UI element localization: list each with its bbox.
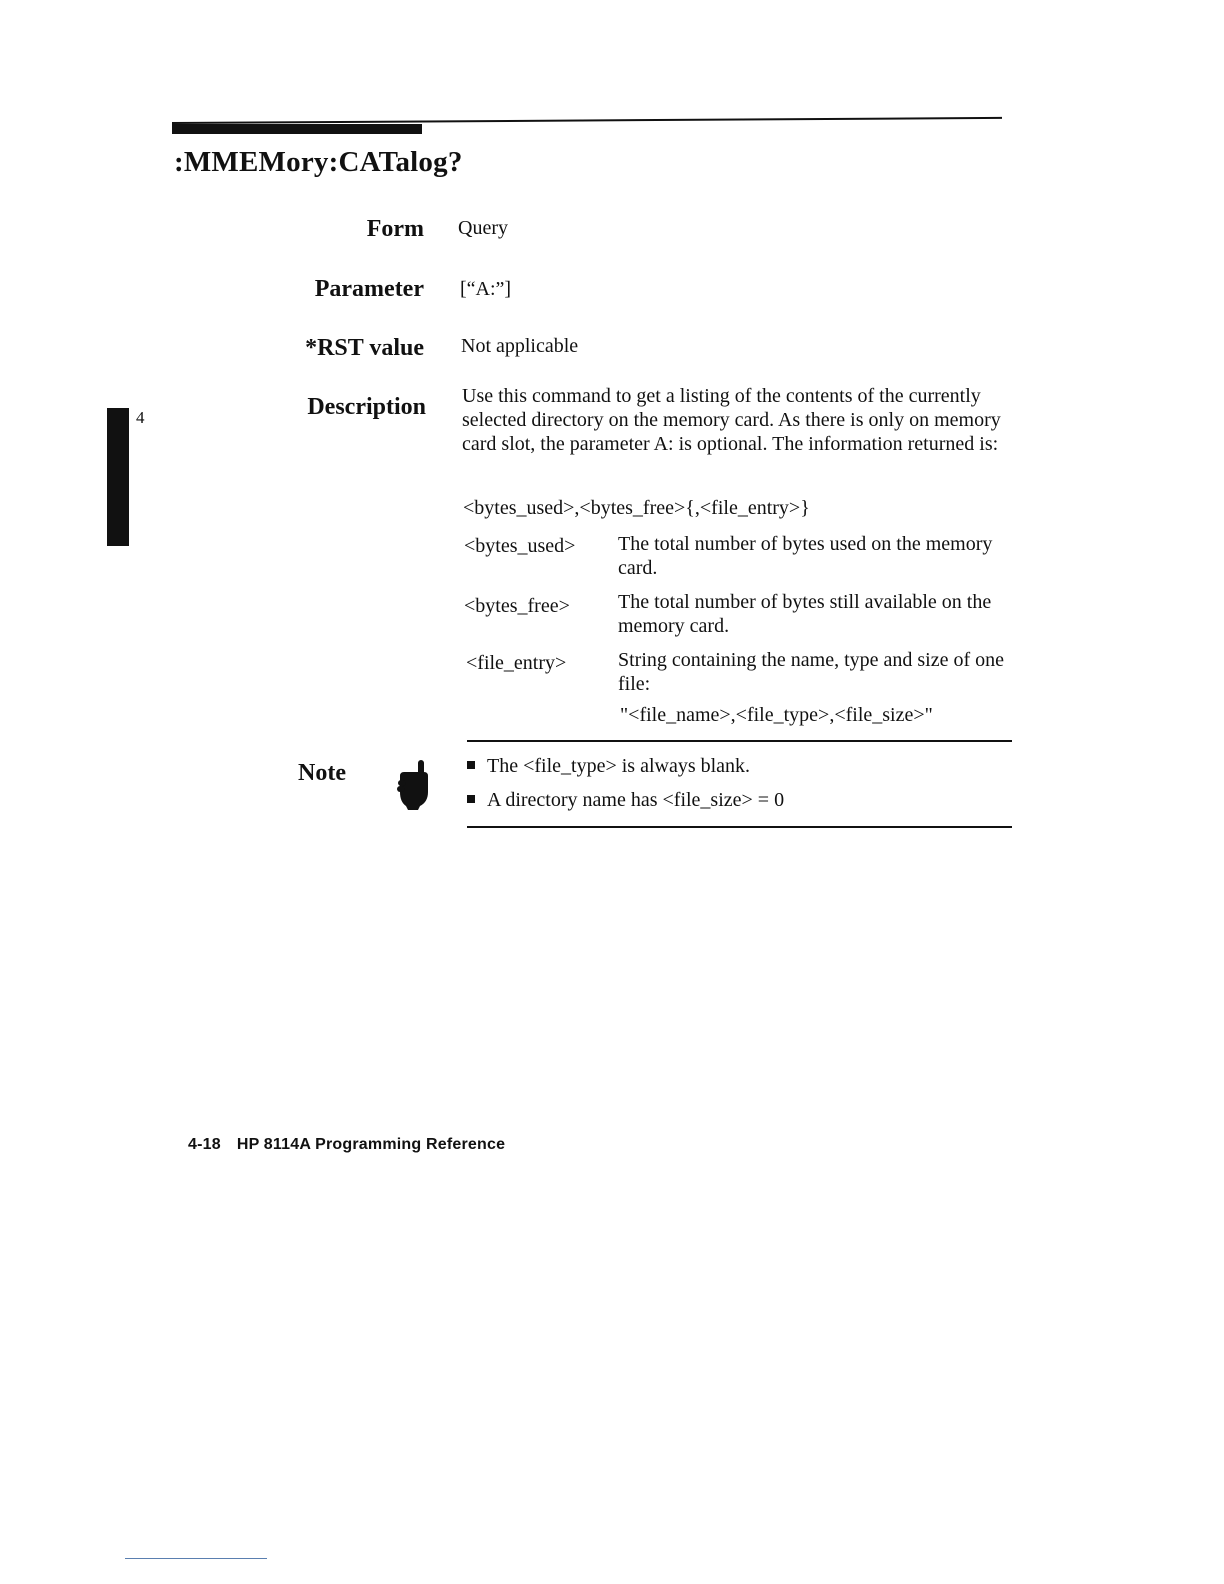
note-bullet-text: A directory name has <file_size> = 0 bbox=[487, 789, 785, 811]
manual-title: HP 8114A Programming Reference bbox=[236, 1136, 506, 1153]
form-value: Query bbox=[458, 217, 508, 239]
parameter-value: [“A:”] bbox=[460, 278, 512, 300]
note-label: Note bbox=[298, 760, 346, 786]
header-rule-thin bbox=[172, 117, 1002, 124]
chapter-number: 4 bbox=[136, 408, 145, 427]
description-label: Description bbox=[307, 394, 426, 420]
parameter-label: Parameter bbox=[314, 276, 424, 302]
bottom-divider bbox=[125, 1558, 267, 1559]
page-number: 4-18 bbox=[188, 1136, 221, 1153]
return-syntax: <bytes_used>,<bytes_free>{,<file_entry>} bbox=[463, 497, 810, 519]
bullet-square-icon bbox=[467, 761, 475, 769]
chapter-tab-bar bbox=[107, 408, 129, 546]
form-label: Form bbox=[366, 216, 424, 242]
rst-label: *RST value bbox=[305, 335, 424, 361]
note-bullet-1 bbox=[467, 755, 750, 778]
page-footer bbox=[188, 1136, 505, 1154]
command-title: :MMEMory:CATalog? bbox=[174, 146, 463, 178]
definition-file-entry: String containing the name, type and size of one file: bbox=[618, 649, 1005, 695]
note-rule-bottom bbox=[467, 826, 1012, 828]
header-rule-thick bbox=[172, 124, 422, 134]
note-bullet-text: The <file_type> is always blank. bbox=[487, 755, 751, 777]
pointing-hand-icon bbox=[394, 758, 432, 810]
definition-bytes-free: The total number of bytes still available on the memory card. bbox=[618, 591, 992, 637]
rst-value: Not applicable bbox=[461, 335, 579, 357]
term-bytes-used: <bytes_used> bbox=[464, 535, 576, 557]
bullet-square-icon bbox=[467, 795, 475, 803]
definition-bytes-used: The total number of bytes used on the memory card. bbox=[618, 533, 993, 579]
description-text bbox=[462, 384, 1002, 456]
term-file-entry: <file_entry> bbox=[466, 652, 567, 674]
description-paragraph: Use this command to get a listing of the contents of the currently selected directory on the memory card. As there is only on memory card slot, the parameter A: is optional. The information returned is: bbox=[462, 385, 1001, 455]
note-rule-top bbox=[467, 740, 1012, 742]
term-bytes-free: <bytes_free> bbox=[464, 595, 570, 617]
file-entry-format: "<file_name>,<file_type>,<file_size>" bbox=[620, 704, 933, 726]
note-bullet-2 bbox=[467, 789, 784, 812]
